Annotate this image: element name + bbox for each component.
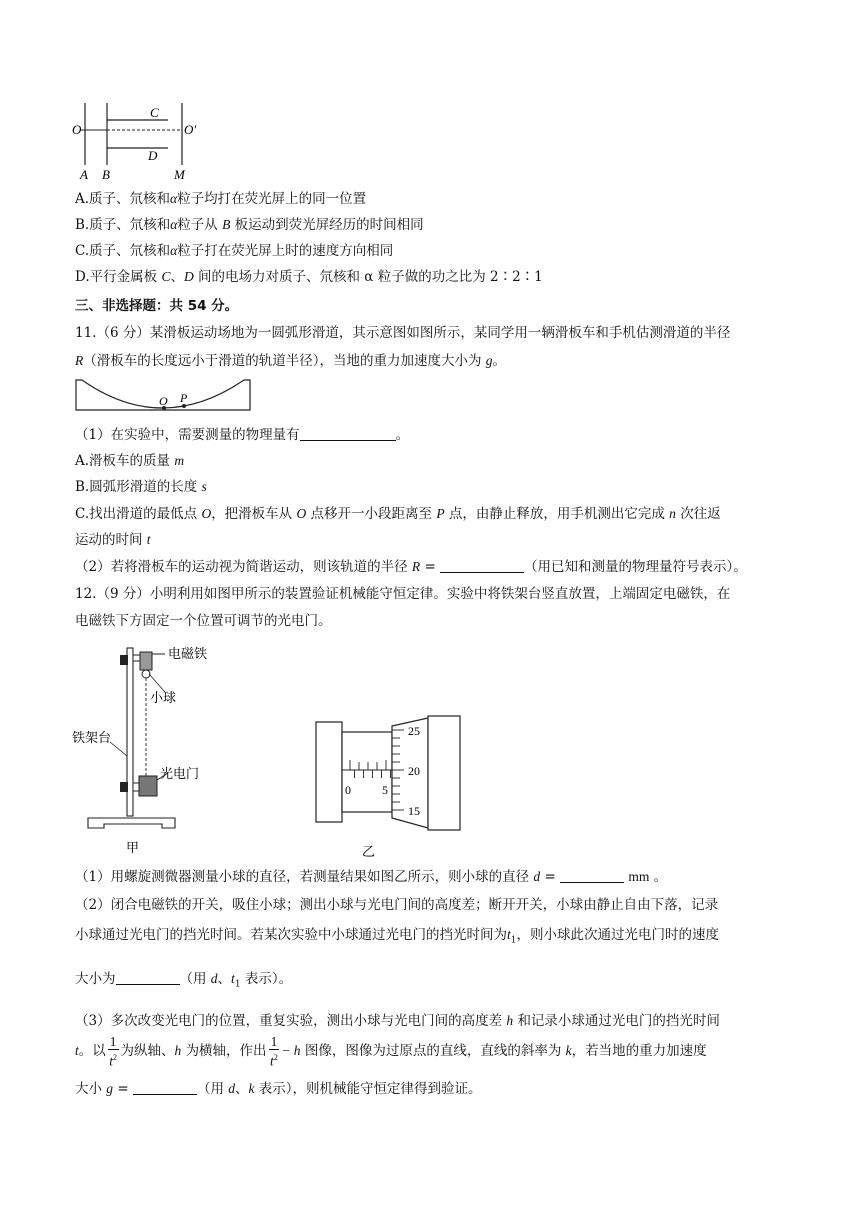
q12-part2-line1: （2）闭合电磁铁的开关，吸住小球；测出小球与光电门间的高度差；断开开关，小球由静止自由下落，记录	[75, 897, 719, 913]
q11-opt-b: B.圆弧形滑道的长度 s	[75, 479, 207, 495]
section-heading: 三、非选择题：共 54 分。	[75, 298, 239, 314]
label-D: D	[148, 148, 158, 163]
apparatus-figure	[70, 640, 250, 860]
label-yi: 乙	[362, 845, 376, 860]
option-d: D.平行金属板 C、D 间的电场力对质子、氘核和 α 粒子做的功之比为 2∶2∶1	[75, 269, 543, 285]
plates-figure	[70, 95, 210, 185]
q12-line1: 12.（9 分）小明利用如图甲所示的装置验证机械能守恒定律。实验中将铁架台竖直放置，上端固定电磁铁，在	[75, 586, 731, 602]
option-a: A.质子、氘核和α粒子均打在荧光屏上的同一位置	[75, 191, 367, 207]
q12-line2: 电磁铁下方固定一个位置可调节的光电门。	[75, 613, 332, 629]
track-figure	[74, 376, 254, 416]
option-c: C.质子、氘核和α粒子打在荧光屏上时的速度方向相同	[75, 243, 394, 259]
q12-part2-line3: 大小为 （用 d、$t_1$ 表示）。	[75, 971, 293, 990]
thimble-20: 20	[408, 764, 420, 778]
q11-opt-c1: C.找出滑道的最低点 O，把滑板车从 O 点移开一小段距离至 P 点，由静止释放，用手机测出它完成 n 次往返	[75, 506, 721, 522]
q12-part3-line2: t。以 $\frac{1}{t^2}$ 为纵轴、h 为横轴，作出 $\frac{1}{t^2}$ − h 图像，图像为过原点的直线，直线的斜率为 k，若当地的重力加速度	[75, 1033, 707, 1069]
label-stand: 铁架台	[72, 731, 112, 746]
q11-part1: （1）在实验中，需要测量的物理量有 。	[75, 427, 410, 443]
q12-part3-line3: 大小 g = （用 d、k 表示），则机械能守恒定律得到验证。	[75, 1081, 482, 1097]
q11-part2: （2）若将滑板车的运动视为简谐运动，则该轨道的半径 R = （用已知和测量的物理量符号表示）。	[75, 559, 747, 575]
label-magnet: 电磁铁	[168, 647, 208, 662]
label-O-prime: O′	[184, 122, 197, 137]
label-A: A	[80, 167, 88, 182]
sleeve-0: 0	[345, 783, 351, 797]
q11-opt-c2: 运动的时间 t	[75, 532, 151, 548]
track-label-P: P	[180, 391, 188, 405]
micrometer-figure	[312, 712, 472, 862]
label-O: O	[72, 122, 82, 137]
fraction-1: $\frac{1}{t^2}$	[109, 1033, 118, 1069]
option-b: B.质子、氘核和α粒子从 B 板运动到荧光屏经历的时间相同	[75, 217, 424, 233]
q11-line1: 11.（6 分）某滑板运动场地为一圆弧形滑道，其示意图如图所示，某同学用一辆滑板车和手机估测滑道的半径	[75, 325, 731, 341]
label-M: M	[174, 167, 185, 182]
track-label-O: O	[159, 394, 168, 408]
sleeve-5: 5	[382, 783, 388, 797]
fraction-2: $\frac{1}{t^2}$	[270, 1033, 278, 1069]
q11-opt-a: A.滑板车的质量 m	[75, 453, 185, 469]
label-ball: 小球	[150, 691, 177, 706]
q12-part2-line2: 小球通过光电门的挡光时间。若某次实验中小球通过光电门的挡光时间为$t_1$，则小球此次通过光电门时的速度	[75, 927, 719, 946]
thimble-15: 15	[408, 804, 420, 818]
label-B: B	[102, 167, 110, 182]
q11-line2: R（滑板车的长度远小于滑道的轨道半径），当地的重力加速度大小为 g。	[75, 353, 507, 369]
q12-part1: （1）用螺旋测微器测量小球的直径，若测量结果如图乙所示，则小球的直径 d = mm 。	[75, 869, 668, 885]
thimble-25: 25	[408, 724, 420, 738]
q12-part3-line1: （3）多次改变光电门的位置，重复实验，测出小球与光电门间的高度差 h 和记录小球通过光电门的挡光时间	[75, 1013, 720, 1029]
label-C: C	[150, 105, 159, 120]
label-gate: 光电门	[160, 767, 200, 782]
label-jia: 甲	[126, 841, 140, 856]
